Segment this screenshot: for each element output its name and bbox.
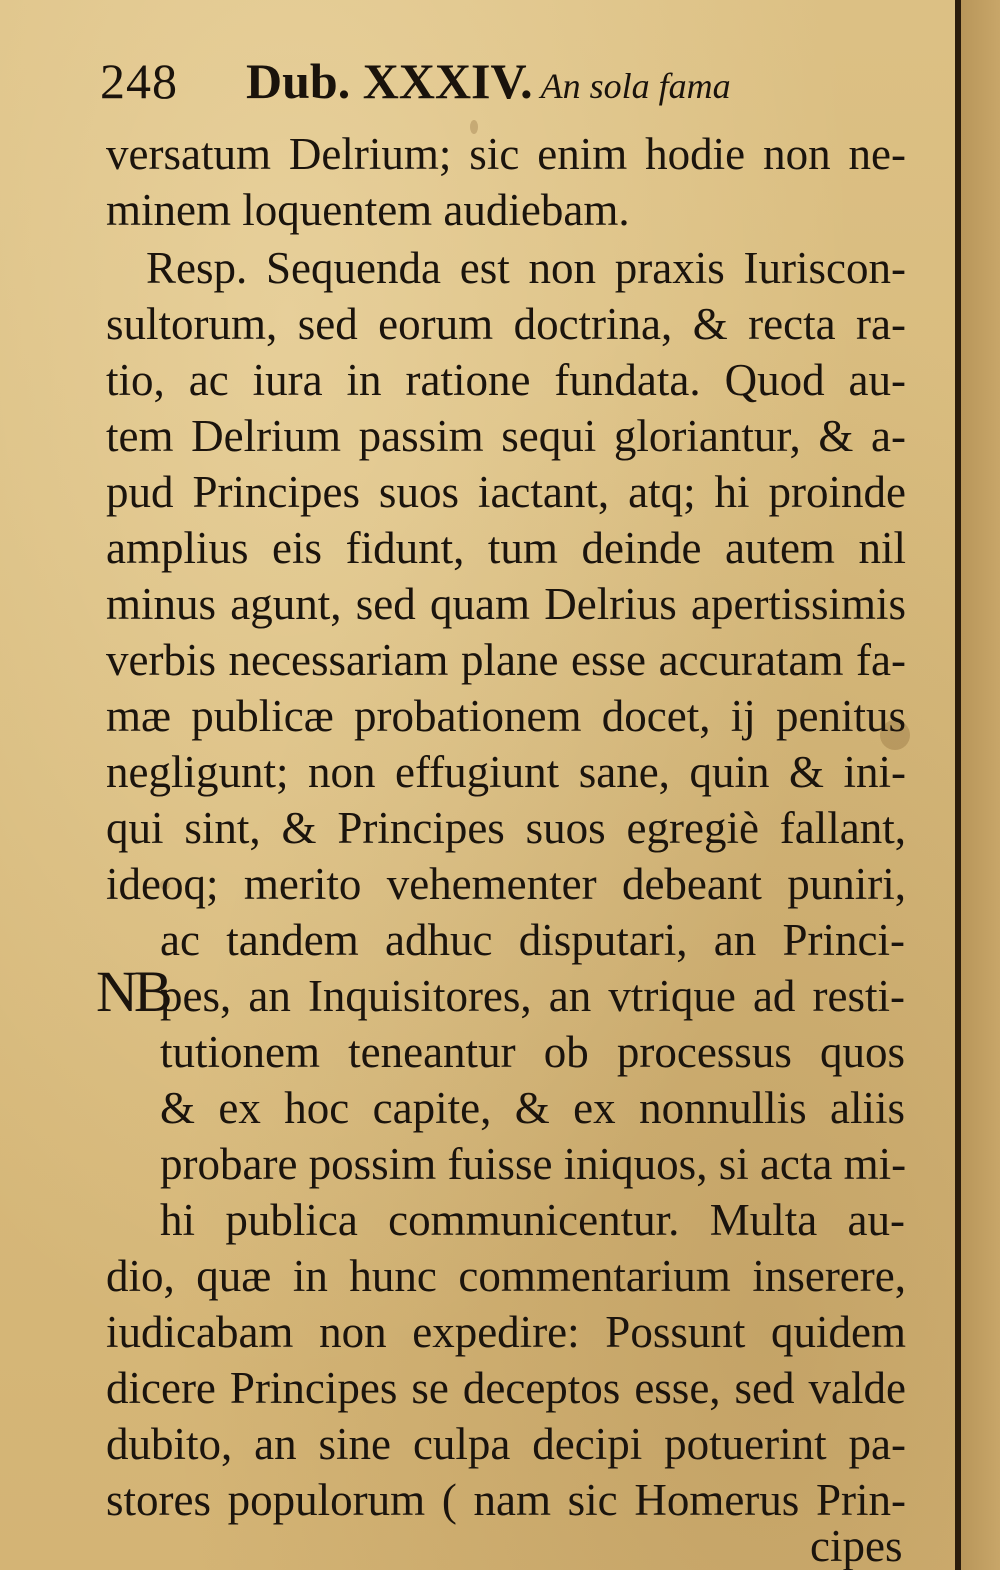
catchword: cipes <box>810 1521 903 1570</box>
facing-page-edge <box>961 0 1000 1570</box>
text-line: dio, quæ in hunc commentarium inserere, <box>106 1251 906 1301</box>
text-line: versatum Delrium; sic enim hodie non ne- <box>106 129 906 179</box>
text-line: sultorum, sed eorum doctrina, & recta ra- <box>106 299 906 349</box>
text-line: tio, ac iura in ratione fundata. Quod au- <box>106 355 906 405</box>
text-line: amplius eis fidunt, tum deinde autem nil <box>106 523 906 573</box>
text-line: mæ publicæ probationem docet, ij penitus <box>106 691 906 741</box>
text-line: qui sint, & Principes suos egregiè fallant, <box>106 803 906 853</box>
text-line: probare possim fuisse iniquos, si acta mi- <box>160 1139 907 1189</box>
text-line: & ex hoc capite, & ex nonnullis aliis <box>160 1083 905 1133</box>
text-line: ac tandem adhuc disputari, an Princi- <box>160 915 905 965</box>
text-line: pes, an Inquisitores, an vtrique ad resti- <box>160 971 905 1021</box>
margin-note-nb: NB <box>96 959 169 1024</box>
text-line: minus agunt, sed quam Delrius apertissimis <box>106 579 906 629</box>
running-title: An sola fama <box>540 66 731 106</box>
running-header <box>100 52 731 112</box>
text-line: stores populorum ( nam sic Homerus Prin- <box>106 1475 906 1525</box>
text-line: tutionem teneantur ob processus quos <box>160 1027 905 1077</box>
text-line: tem Delrium passim sequi gloriantur, & a- <box>106 411 906 461</box>
text-line: verbis necessariam plane esse accuratam fa- <box>106 635 906 685</box>
text-line: minem loquentem audiebam. <box>106 185 630 235</box>
text-line: Resp. Sequenda est non praxis Iuriscon- <box>146 243 906 293</box>
text-line: ideoq; merito vehementer debeant puniri, <box>106 859 906 909</box>
page-number: 248 <box>100 53 178 109</box>
dubium-label: Dub. XXXIV. <box>246 53 533 109</box>
text-line: dicere Principes se deceptos esse, sed valde <box>106 1363 906 1413</box>
text-line: negligunt; non effugiunt sane, quin & ini- <box>106 747 906 797</box>
text-line: iudicabam non expedire: Possunt quidem <box>106 1307 906 1357</box>
text-line: hi publica communicentur. Multa au- <box>160 1195 905 1245</box>
text-line: dubito, an sine culpa decipi potuerint pa- <box>106 1419 906 1469</box>
text-line: pud Principes suos iactant, atq; hi proinde <box>106 467 906 517</box>
